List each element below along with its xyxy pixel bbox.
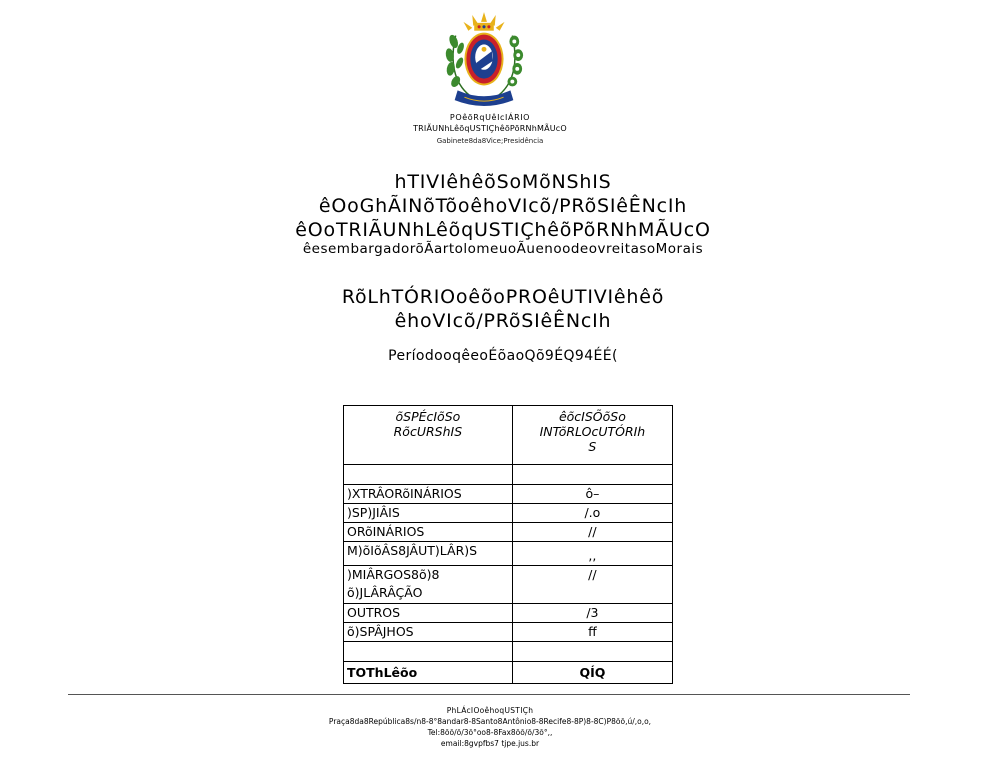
footer-building: PhLÁcIOoêhoqUSTIÇh xyxy=(446,706,534,715)
row-label xyxy=(344,566,513,604)
footer-address: Praça8da8República8s/n8-8°8andar8-8Santo8Antônio8-8Recife8-8P)8-8C)P8õõ,ú/,o,o, xyxy=(328,717,652,726)
table-row xyxy=(344,542,673,566)
report-title-line-1: RõLhTÓRIOoêõoPROêUTIVIêhêõ xyxy=(341,286,665,308)
footer-email: email:8gvpfbs7 tjpe.jus.br xyxy=(440,739,540,748)
table-row-empty xyxy=(344,642,673,662)
row-value: // xyxy=(512,566,672,604)
row-value: /3 xyxy=(512,604,672,623)
row-label: ORõINÁRIOS xyxy=(344,523,513,542)
footer-divider xyxy=(68,694,910,695)
ribbon xyxy=(455,90,514,106)
shield xyxy=(464,33,503,86)
table-row xyxy=(344,604,673,623)
row-label: õ)SPÂJHOS xyxy=(344,623,513,642)
empty-cell xyxy=(512,465,672,485)
row-value: // xyxy=(512,523,672,542)
table-row xyxy=(344,566,673,604)
coat-of-arms-icon xyxy=(440,12,528,110)
total-value: QÍQ xyxy=(512,662,672,684)
row-value: /.o xyxy=(512,504,672,523)
column-header-decisions-line: INTõRLOcUTÓRIh xyxy=(539,424,646,439)
report-period: PeríodooqêeoÉõaoQõ9ÉQ94ÉÉ( xyxy=(388,348,618,364)
title-line-2: êOoGhÃINõTõoêhoVIcõ/PRõSIêÊNcIh xyxy=(318,195,688,217)
empty-cell xyxy=(344,465,513,485)
total-label: TOThLêõo xyxy=(344,662,513,684)
row-label: )XTRÂORõINÁRIOS xyxy=(344,485,513,504)
empty-cell xyxy=(344,642,513,662)
table-header-row xyxy=(344,406,673,465)
column-header-decisions-line: êõcISÕõSo xyxy=(558,409,626,424)
column-header-type xyxy=(344,406,513,465)
row-label: M)õIõÂS8JÂUT)LÂR)S xyxy=(344,542,513,566)
row-value: ff xyxy=(512,623,672,642)
report-title-line-2: êhoVIcõ/PRõSIêÊNcIh xyxy=(394,310,612,332)
header-office: Gabinete8da8Vice;Presidência xyxy=(436,137,544,145)
column-header-type-line: RõcURShIS xyxy=(393,424,463,439)
row-value: ,, xyxy=(588,548,597,563)
crown xyxy=(474,23,494,31)
column-header-decisions xyxy=(512,406,672,465)
statistics-table xyxy=(343,405,673,684)
row-value: ô– xyxy=(512,485,672,504)
title-line-3: êOoTRIÃUNhLêõqUSTIÇhêõPõRNhMÃUcO xyxy=(295,219,711,241)
empty-cell xyxy=(512,642,672,662)
column-header-decisions-line: S xyxy=(588,439,597,454)
row-value-cell xyxy=(512,542,672,566)
table-row xyxy=(344,504,673,523)
footer-phone: Tel:8õõ/õ/3õ°oo8-8Fax8õõ/õ/3õ°,, xyxy=(427,728,553,737)
row-label: OUTROS xyxy=(344,604,513,623)
title-line-1: hTIVIêhêõSoMõNShIS xyxy=(394,171,612,193)
header-judiciary: POêõRqUêIcIÁRIO xyxy=(449,113,531,122)
column-header-type-line: õSPÉcIõSo xyxy=(395,409,461,424)
table-row xyxy=(344,623,673,642)
title-subtitle: êesembargadorõÃartolomeuoÃuenoodeovreitasoMorais xyxy=(302,241,704,257)
row-label-line: õ)JLÂRÂÇÃO xyxy=(347,585,423,600)
row-label-line: )MIÂRGOS8õ)8 xyxy=(347,567,440,582)
header-court-name: TRIÃUNhLêõqUSTIÇhêõPõRNhMÃUcO xyxy=(413,124,567,133)
row-label: )SP)JIÂIS xyxy=(344,504,513,523)
table-row-empty xyxy=(344,465,673,485)
table-row xyxy=(344,523,673,542)
table-row xyxy=(344,485,673,504)
table-row-total xyxy=(344,662,673,684)
